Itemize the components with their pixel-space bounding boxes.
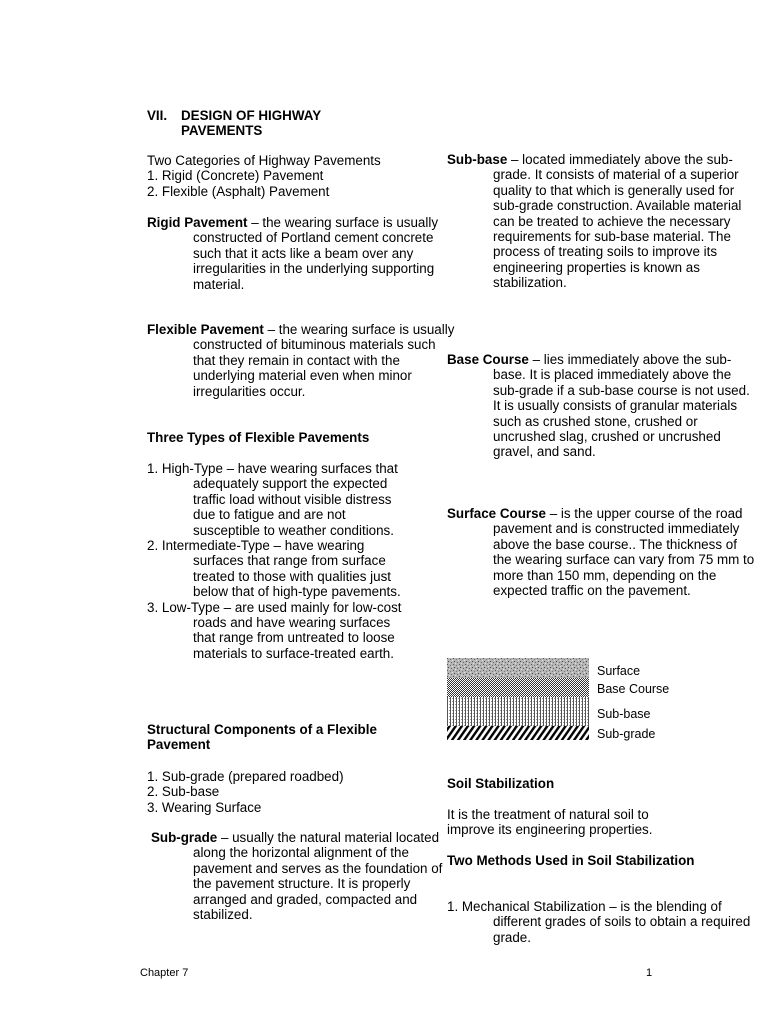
flexible-pavement-term: Flexible Pavement: [147, 322, 264, 337]
base-course-definition: [447, 352, 755, 460]
diagram-label-surface: Surface: [597, 664, 641, 678]
rigid-pavement-text: – the wearing surface is usually constructed of Portland cement concrete such that it acts like a beam over any irregularities in the underlying supporting material.: [193, 215, 439, 292]
type-item: 3. Low-Type – are used mainly for low-cost roads and have wearing surfaces that range from untreated to loose materials to surface-treated earth.: [147, 599, 402, 661]
category-item: 1. Rigid (Concrete) Pavement: [147, 168, 324, 184]
pavement-layers-svg: [447, 658, 589, 740]
category-item: 2. Flexible (Asphalt) Pavement: [147, 183, 330, 199]
subbase-term: Sub-base: [447, 152, 508, 167]
page-title: [147, 108, 321, 139]
soil-stabilization-heading: Soil Stabilization: [447, 776, 555, 791]
surface-layer: [447, 658, 589, 678]
rigid-pavement-term: Rigid Pavement: [147, 215, 248, 230]
subgrade-definition: [151, 830, 451, 922]
sub-base-layer: [447, 697, 589, 726]
subgrade-term: Sub-grade: [151, 830, 218, 845]
title-line-2: PAVEMENTS: [181, 123, 263, 139]
subbase-text: – located immediately above the sub-grade. It consists of material of a superior quality to that which is generally used for sub-grade construction. Available material can be treated to achieve the necessary requirements for sub-base material. The process of treating soils to improve its engineering properties is known as stabilization.: [493, 152, 742, 291]
footer-page-number: 1: [646, 967, 653, 979]
diagram-label-sub-grade: Sub-grade: [597, 727, 656, 741]
components-list: [147, 769, 409, 815]
title-line-1: DESIGN OF HIGHWAY: [181, 108, 322, 123]
categories-block: [147, 153, 409, 199]
component-item: 2. Sub-base: [147, 784, 220, 800]
footer-chapter: Chapter 7: [140, 967, 189, 979]
methods-heading: Two Methods Used in Soil Stabilization: [447, 853, 695, 868]
categories-heading: Two Categories of Highway Pavements: [147, 153, 381, 168]
types-heading: Three Types of Flexible Pavements: [147, 430, 370, 445]
pavement-layers-diagram: [447, 658, 589, 740]
diagram-label-base-course: Base Course: [597, 682, 670, 696]
section-number: VII.: [147, 108, 168, 123]
base-course-term: Base Course: [447, 352, 529, 367]
rigid-pavement-definition: [147, 215, 455, 292]
subgrade-text: – usually the natural material located along the horizontal alignment of the pavement and serves as the foundation of the pavement structure. It is properly arranged and graded, compacted and stabilized.: [193, 830, 443, 923]
soil-stabilization-text: It is the treatment of natural soil to improve its engineering properties.: [447, 807, 653, 838]
surface-course-text: – is the upper course of the road pavement and is constructed immediately above the base course.. The thickness of the wearing surface can vary from 75 mm to more than 150 mm, depending on the expected traffic on the pavement.: [493, 506, 755, 599]
components-heading: Structural Components of a Flexible Pavement: [147, 722, 377, 753]
flexible-pavement-text: – the wearing surface is usually constructed of bituminous materials such that they remain in contact with the underlying material even when minor irregularities occur.: [193, 322, 455, 399]
type-item: 2. Intermediate-Type – have wearing surfaces that range from surface treated to those with qualities just below that of high-type pavements.: [147, 538, 401, 600]
component-item: 1. Sub-grade (prepared roadbed): [147, 769, 344, 784]
type-item: 1. High-Type – have wearing surfaces that adequately support the expected traffic load without visible distress due to fatigue and are not susceptible to weather conditions.: [147, 461, 398, 538]
surface-course-definition: [447, 506, 755, 598]
surface-course-term: Surface Course: [447, 506, 546, 521]
types-list: [147, 461, 409, 661]
method-item: 1. Mechanical Stabilization – is the blending of different grades of soils to obtain a required grade.: [447, 899, 751, 945]
base-course-text: – lies immediately above the sub-base. It is placed immediately above the sub-grade if a sub-base course is not used. It is usually consists of granular materials such as crushed stone, crushed or uncrushed slag, crushed or uncrushed gravel, and sand.: [493, 352, 750, 460]
sub-grade-layer: [447, 726, 589, 740]
base-course-layer: [447, 678, 589, 697]
subbase-definition: [447, 152, 755, 291]
component-item: 3. Wearing Surface: [147, 799, 262, 815]
flexible-pavement-definition: [147, 322, 455, 399]
diagram-label-sub-base: Sub-base: [597, 707, 651, 721]
